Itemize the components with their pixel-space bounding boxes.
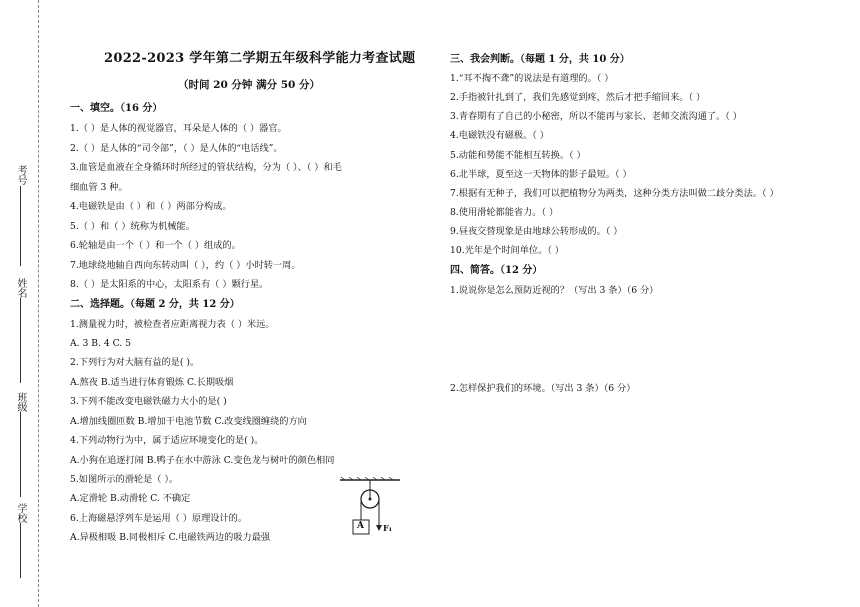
- pulley-diagram: [335, 477, 405, 539]
- short-answer-question-1: 1.说说你是怎么预防近视的？（写出 3 条）（6 分）: [450, 285, 659, 296]
- judgement-line: 5.动能和势能不能相互转换。（ ）: [450, 150, 586, 161]
- judgement-line: 4.电磁铁没有磁极。（ ）: [450, 130, 549, 141]
- school-label: 学校: [15, 503, 26, 523]
- force-label: F₁: [383, 523, 393, 533]
- section3-heading: 三、我会判断。（每题 1 分，共 10 分）: [450, 54, 630, 65]
- judgement-line: 9.昼夜交替现象是由地球公转形成的。（ ）: [450, 226, 623, 237]
- question-line: 2.下列行为对大脑有益的是( )。: [70, 357, 200, 368]
- short-answer-question-2: 2.怎样保护我们的环境。（写出 3 条）（6 分）: [450, 383, 636, 394]
- answer-options: A.定滑轮 B.动滑轮 C. 不确定: [70, 493, 191, 504]
- question-line: 4.下列动物行为中，属于适应环境变化的是( )。: [70, 435, 264, 446]
- question-line: 4.电磁铁是由（ ）和（ ）两部分构成。: [70, 201, 232, 212]
- question-line: 5.（ ）和（ ）统称为机械能。: [70, 221, 195, 232]
- question-line: 细血管 3 种。: [70, 182, 128, 193]
- judgement-line: 10.光年是个时间单位。（ ）: [450, 245, 564, 256]
- judgement-line: 6.北半球，夏至这一天物体的影子最短。（ ）: [450, 169, 632, 180]
- weight-label: A: [357, 521, 364, 531]
- question-line: 6.轮轴是由一个（ ）和一个（ ）组成的。: [70, 240, 241, 251]
- class-label: 班级: [15, 392, 26, 412]
- class-rule: [20, 412, 21, 497]
- question-line: 1.测量视力时，被检查者应距离视力表（ ）米远。: [70, 319, 275, 330]
- page-title: 2022-2023 学年第二学期五年级科学能力考查试题: [104, 51, 416, 66]
- answer-options: A.熬夜 B.适当进行体育锻炼 C.长期吸烟: [70, 377, 234, 388]
- answer-options: A.小狗在追逐打闹 B.鸭子在水中游泳 C.变色龙与树叶的颜色相同: [70, 455, 335, 466]
- question-line: 2.（ ）是人体的“司令部”，（ ）是人体的“电话线”。: [70, 143, 283, 154]
- name-label: 姓名: [15, 278, 26, 298]
- section2-heading: 二、选择题。（每题 2 分，共 12 分）: [70, 299, 240, 310]
- judgement-line: 2.手指被针扎到了，我们先感觉到疼，然后才把手缩回来。（ ）: [450, 92, 706, 103]
- page-subtitle: （时间 20 分钟 满分 50 分）: [178, 79, 321, 91]
- question-line: 7.地球绕地轴自西向东转动叫（ ），约（ ）小时转一周。: [70, 260, 301, 271]
- answer-options: A. 3 B. 4 C. 5: [70, 338, 131, 349]
- judgement-line: 3.青春期有了自己的小秘密，所以不能再与家长、老师交流沟通了。（ ）: [450, 111, 742, 122]
- question-line: 5.如图所示的滑轮是（ ）。: [70, 474, 179, 485]
- question-line: 6.上海磁悬浮列车是运用（ ）原理设计的。: [70, 513, 248, 524]
- judgement-line: 8.使用滑轮都能省力。（ ）: [450, 207, 559, 218]
- exam-number-label: 考号: [15, 165, 26, 185]
- judgement-line: 7.根据有无种子，我们可以把植物分为两类，这种分类方法叫做二歧分类法。（ ）: [450, 188, 779, 199]
- section4-heading: 四、简答。（12 分）: [450, 265, 543, 276]
- question-line: 3.血管是血液在全身循环时所经过的管状结构，分为（ ）、（ ）和毛: [70, 162, 342, 173]
- school-rule: [20, 523, 21, 578]
- answer-options: A.增加线圈匝数 B.增加干电池节数 C.改变线圈缠绕的方向: [70, 416, 307, 427]
- binding-margin: [0, 0, 50, 607]
- section1-heading: 一、填空。（16 分）: [70, 103, 163, 114]
- judgement-line: 1.“耳不掏不聋”的说法是有道理的。（ ）: [450, 73, 614, 84]
- answer-options: A.异极相吸 B.同极相斥 C.电磁铁两边的吸力最强: [70, 532, 271, 543]
- question-line: 1.（ ）是人体的视觉器官，耳朵是人体的（ ）器官。: [70, 123, 287, 134]
- fold-line: [38, 0, 39, 607]
- question-line: 8.（ ）是太阳系的中心，太阳系有（ ）颗行星。: [70, 279, 269, 290]
- exam-number-rule: [20, 186, 21, 266]
- question-line: 3.下列不能改变电磁铁磁力大小的是( ): [70, 396, 227, 407]
- name-rule: [20, 298, 21, 383]
